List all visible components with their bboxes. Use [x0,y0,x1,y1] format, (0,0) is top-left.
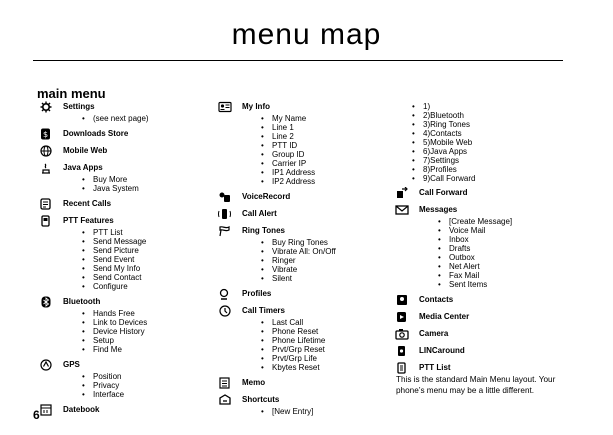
menu-item [393,311,568,323]
java-apps-icon [39,162,53,174]
menu-item-label: Java Apps [63,163,103,172]
datebook-icon [39,404,53,416]
globe-icon [39,145,53,157]
voice-record-icon [218,191,232,203]
menu-item-label: Memo [242,378,266,387]
submenu-item: • 6)Java Apps [412,147,568,156]
contacts-icon [395,294,409,306]
submenu-item: • 4)Contacts [412,129,568,138]
submenu-item: • [New Entry] [261,407,386,416]
submenu-item: • Configure [82,282,207,291]
title-divider [33,60,563,61]
menu-item [37,198,207,210]
menu-item-label: LINCaround [419,346,465,355]
submenu-item: • 3)Ring Tones [412,120,568,129]
submenu-item: • Hands Free [82,309,207,318]
menu-item-sublist [393,102,568,183]
submenu-item: • Line 2 [261,132,386,141]
menu-item [216,208,386,220]
page-number: 6 [33,408,40,422]
menu-item-label: Downloads Store [63,129,129,138]
menu-item [37,128,207,140]
menu-column-2 [216,101,386,421]
menu-item-label: Messages [419,205,458,214]
memo-icon [218,377,232,389]
submenu-item: • Buy More [82,175,207,184]
submenu-item: • Privacy [82,381,207,390]
settings-gear-icon [39,101,53,113]
submenu-item: • Send My Info [82,264,207,273]
my-info-icon [218,101,232,113]
menu-item-sublist [242,238,386,283]
submenu-item: • Send Message [82,237,207,246]
menu-item-label: Contacts [419,295,454,304]
submenu-item: • 9)Call Forward [412,174,568,183]
call-timers-icon [218,305,232,317]
submenu-item: • [Create Message] [438,217,568,226]
camera-icon [395,328,409,340]
submenu-item: • Outbox [438,253,568,262]
recent-calls-icon [39,198,53,210]
menu-item-label: PTT Features [63,216,114,225]
submenu-item: • 2)Bluetooth [412,111,568,120]
submenu-item: • (see next page) [82,114,207,123]
submenu-item: • Device History [82,327,207,336]
messages-icon [395,204,409,216]
menu-item-label: Shortcuts [242,395,280,404]
lincaround-icon [395,345,409,357]
submenu-item: • My Name [261,114,386,123]
ring-tones-icon [218,225,232,237]
menu-item [393,328,568,340]
menu-item [216,394,386,416]
ptt-features-icon [39,215,53,227]
menu-item [393,294,568,306]
layout-note: This is the standard Main Menu layout. Your phone’s menu may be a little different. [396,375,556,395]
menu-item-label: Datebook [63,405,100,414]
submenu-item: • Kbytes Reset [261,363,386,372]
menu-item [393,345,568,357]
submenu-item: • Vibrate [261,265,386,274]
gps-icon [39,359,53,371]
submenu-item: • PTT ID [261,141,386,150]
menu-item-label: VoiceRecord [242,192,291,201]
menu-item-label: Ring Tones [242,226,285,235]
submenu-item: • Last Call [261,318,386,327]
submenu-item: • Carrier IP [261,159,386,168]
menu-item [37,101,207,123]
menu-item-label: Settings [63,102,95,111]
media-center-icon [395,311,409,323]
submenu-item: • Fax Mail [438,271,568,280]
submenu-item: • IP1 Address [261,168,386,177]
menu-column-1 [37,101,207,421]
submenu-item: • Sent Items [438,280,568,289]
menu-item-label: Call Alert [242,209,277,218]
submenu-item: • Position [82,372,207,381]
menu-item-sublist [63,309,207,354]
bluetooth-icon [39,296,53,308]
page-title: menu map [231,18,382,51]
menu-column-3 [393,101,568,379]
menu-item [37,359,207,399]
submenu-item: • PTT List [82,228,207,237]
menu-item-label: Camera [419,329,449,338]
menu-item-label: Bluetooth [63,297,101,306]
svg-text:$: $ [42,130,49,139]
menu-item-label: Profiles [242,289,272,298]
menu-item [216,288,386,300]
shortcuts-icon [218,394,232,406]
submenu-item: • Setup [82,336,207,345]
menu-item-label: GPS [63,360,80,369]
ptt-list-icon [395,362,409,374]
menu-item-sublist [63,228,207,291]
submenu-item: • 8)Profiles [412,165,568,174]
menu-item-sublist [419,217,568,289]
menu-item-label: Call Timers [242,306,285,315]
menu-item [393,204,568,289]
menu-item-label: My Info [242,102,270,111]
downloads-store-icon [39,128,53,140]
menu-item [216,225,386,283]
section-heading: main menu [37,86,106,101]
menu-item-sublist [242,318,386,372]
menu-item [37,215,207,291]
menu-item-sublist [63,114,207,123]
menu-item [216,101,386,186]
menu-item-sublist [63,175,207,193]
submenu-item: • Prvt/Grp Reset [261,345,386,354]
submenu-item: • Phone Lifetime [261,336,386,345]
menu-item [216,377,386,389]
menu-item-sublist [242,114,386,186]
submenu-item: • Interface [82,390,207,399]
menu-item [393,187,568,199]
submenu-item: • Group ID [261,150,386,159]
submenu-item: • Send Picture [82,246,207,255]
submenu-item: • Inbox [438,235,568,244]
menu-item [37,404,207,416]
submenu-item: • Send Contact [82,273,207,282]
submenu-item: • 1) [412,102,568,111]
submenu-item: • Send Event [82,255,207,264]
menu-item-sublist [63,372,207,399]
menu-item-label: Recent Calls [63,199,112,208]
submenu-item: • 5)Mobile Web [412,138,568,147]
submenu-item: • Voice Mail [438,226,568,235]
submenu-item: • Ringer [261,256,386,265]
call-alert-icon [218,208,232,220]
submenu-item: • Buy Ring Tones [261,238,386,247]
menu-item-label: Mobile Web [63,146,108,155]
menu-item [216,191,386,203]
submenu-item: • IP2 Address [261,177,386,186]
menu-item [37,162,207,193]
submenu-item: • Prvt/Grp Life [261,354,386,363]
submenu-item: • Silent [261,274,386,283]
submenu-item: • Vibrate All: On/Off [261,247,386,256]
submenu-item: • Java System [82,184,207,193]
menu-item-label: Call Forward [419,188,468,197]
profiles-icon [218,288,232,300]
submenu-item: • Line 1 [261,123,386,132]
menu-item [393,362,568,374]
menu-item [37,296,207,354]
submenu-item: • Phone Reset [261,327,386,336]
menu-item [216,305,386,372]
submenu-item: • Drafts [438,244,568,253]
menu-item-label: Media Center [419,312,470,321]
menu-item [37,145,207,157]
menu-item-sublist [242,407,386,416]
submenu-item: • Find Me [82,345,207,354]
submenu-item: • 7)Settings [412,156,568,165]
call-forward-icon [395,187,409,199]
submenu-item: • Net Alert [438,262,568,271]
menu-item-label: PTT List [419,363,451,372]
submenu-item: • Link to Devices [82,318,207,327]
